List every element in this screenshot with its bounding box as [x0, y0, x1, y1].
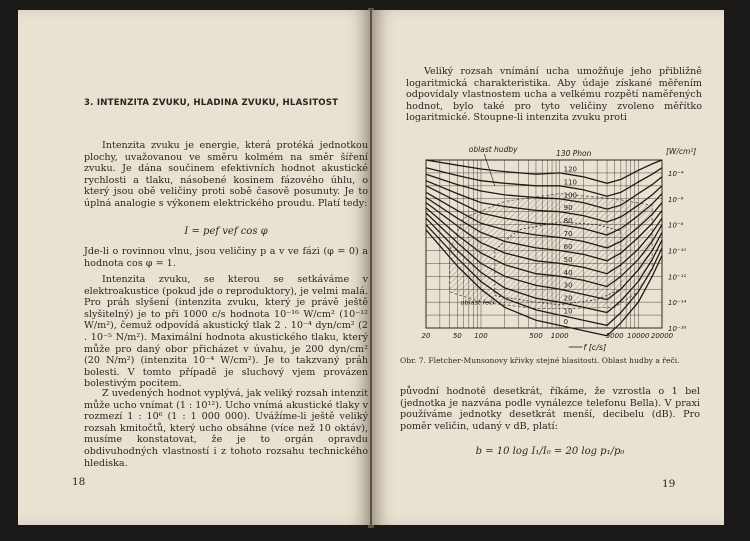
right-tick-label: 10⁻¹⁶: [668, 325, 687, 333]
fletcher-munson-chart: [386, 138, 716, 358]
region-label-music: oblast hudby: [468, 145, 518, 154]
x-tick-label: 20000: [650, 332, 674, 340]
curve-label-120: 120: [563, 165, 578, 174]
paragraph-hearing-range: Z uvedených hodnot vyplývá, jak veliký rozsah intenzit může ucho vnímat (1 : 10¹²). Ucho vnímá akustické tlaky v rozmezí 1 : 10⁶ (1 : 1 000 000). Uvážíme-li ještě veliký rozsah kmitočtů, který ucho obsáhne (více než 10 oktáv), musíme konstatovat, že je to orgán opravdu obdivuhodných vlastností i z tohoto rozsahu technického hlediska.: [84, 388, 368, 469]
x-tick-label: 100: [474, 332, 488, 340]
curve-label-10: 10: [563, 307, 573, 316]
loudness-curve-120: [426, 160, 662, 183]
page-number-left: 18: [72, 476, 86, 488]
right-tick-label: 10⁻⁴: [668, 169, 684, 178]
paragraph-bel-definition: původní hodnotě desetkrát, říkáme, že vzrostla o 1 bel (jednotka je nazvána podle vynálezce telefonu Bella). V praxi používáme jednotky desetkrát menší, decibelu (dB). Pro poměr veličin, udaný v dB, platí:: [400, 386, 700, 432]
x-tick-label: 50: [452, 332, 462, 340]
curve-label-20: 20: [563, 294, 573, 303]
x-tick-label: 20: [421, 332, 431, 340]
paragraph-log-scale: Veliký rozsah vnímání ucha umožňuje jeho přibližně logaritmická charakteristika. Aby údaje získané měřením odpovídaly vlastnostem ucha a velkému rozpětí naměřených hodnot, bylo také pro tyto veličiny zvoleno měřítko logaritmické. Stoupne-li intenzita zvuku proti: [406, 66, 702, 124]
curve-label-80: 80: [563, 217, 573, 226]
right-tick-label: 10⁻¹⁰: [668, 247, 687, 256]
formula-intensity: I = pef vef cos φ: [184, 226, 268, 237]
curve-label-90: 90: [563, 204, 573, 213]
curve-label-30: 30: [563, 281, 573, 290]
curve-label-70: 70: [563, 230, 573, 239]
right-tick-label: 10⁻⁸: [668, 221, 684, 230]
paragraph-intensity-definition: Intenzita zvuku je energie, která protéká jednotkou plochy, uvažovanou ve směru kolmém na směr šíření zvuku. Je dána součinem efektivních hodnot akustické rychlosti a tlaku, násobené kosinem fázového úhlu, o který jsou obě veličiny proti sobě časově posunuty. Je to úplná analogie s výkonem elektrického proudu. Platí tedy:: [84, 140, 368, 209]
x-tick-label: 500: [529, 332, 543, 340]
curve-label-0: 0: [563, 317, 569, 326]
x-tick-label: 10000: [627, 332, 650, 340]
paragraph-plane-wave: Jde-li o rovinnou vlnu, jsou veličiny p a v ve fázi (φ = 0) a hodnota cos φ = 1.: [84, 246, 368, 269]
x-axis-label: f [c/s]: [583, 343, 607, 352]
x-tick-label: 5000: [605, 332, 624, 340]
curve-label-50: 50: [563, 255, 573, 264]
left-page: [18, 10, 370, 525]
page-number-right: 19: [662, 478, 676, 490]
curve-label-40: 40: [563, 268, 573, 277]
section-heading: 3. INTENZITA ZVUKU, HLADINA ZVUKU, HLASITOST: [84, 98, 339, 108]
curve-label-110: 110: [563, 178, 578, 187]
right-tick-label: 10⁻⁶: [668, 195, 684, 204]
right-tick-label: 10⁻¹⁴: [668, 299, 687, 308]
x-tick-label: 1000: [550, 332, 569, 340]
loudness-curve-110: [426, 168, 662, 196]
curve-label-60: 60: [563, 242, 573, 251]
region-label-speech: oblast řeči: [460, 298, 495, 307]
right-tick-label: 10⁻¹²: [668, 273, 687, 282]
phon-top-label: 130 Phon: [556, 149, 592, 158]
figure-caption: Obr. 7. Fletcher-Munsonovy křivky stejné hlasitosti. Oblast hudby a řeči.: [400, 356, 680, 365]
curve-label-100: 100: [563, 191, 578, 200]
formula-decibel: b = 10 log I₁/I₀ = 20 log p₁/p₀: [475, 446, 625, 457]
paragraph-hearing-threshold: Intenzita zvuku, se kterou se setkáváme v elektroakustice (pokud jde o reproduktory), je velmi malá. Pro práh slyšení (intenzita zvuku, který je právě ještě slyšitelný) je to při 1000 c/s hodnota 10⁻¹⁶ W/cm² (10⁻¹² W/m²), čemuž odpovídá akustický tlak 2 . 10⁻⁴ dyn/cm² (2 . 10⁻⁵ N/m²). Maximální hodnota akustického tlaku, který může pro daný obor přicházet v úvahu, je 200 dyn/cm² (20 N/m²) (intenzita 10⁻⁴ W/cm²). Je to takzvaný práh bolesti. V tomto případě je sluchový vjem provázen bolestivým pocitem.: [84, 274, 368, 390]
right-axis-unit: [W/cm²]: [666, 147, 697, 156]
right-page: [372, 10, 724, 525]
